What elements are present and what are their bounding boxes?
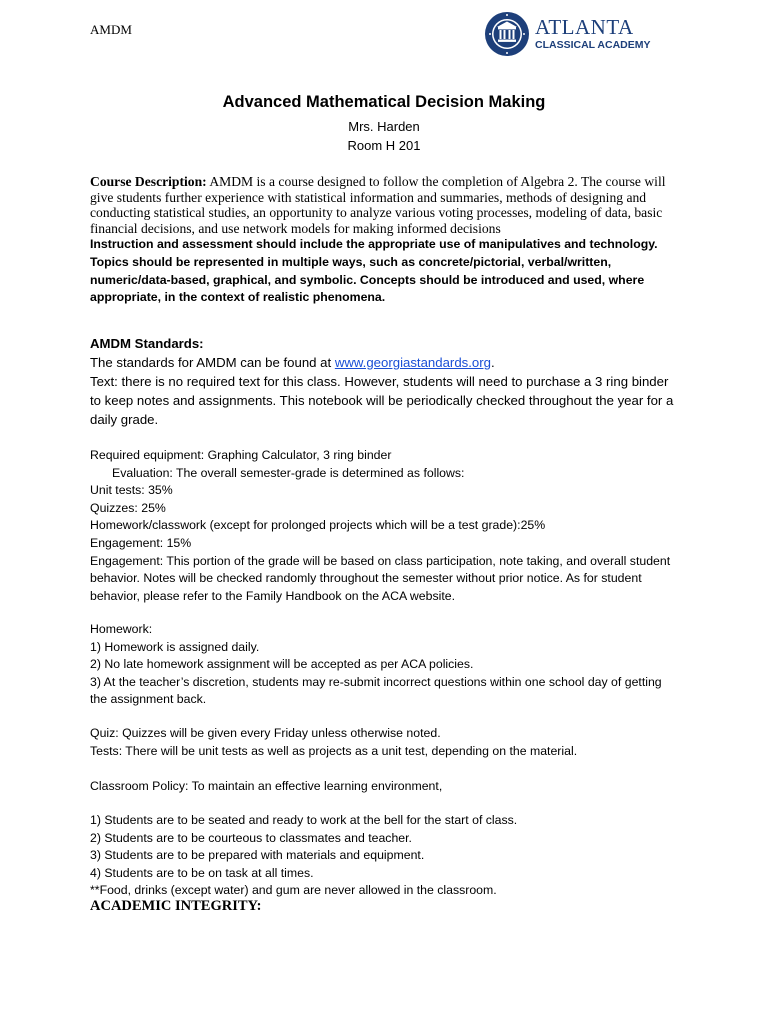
standards-heading: AMDM Standards:	[90, 336, 204, 351]
engagement-note: Engagement: This portion of the grade will be based on class participation, note taking, and overall student behavior. Notes will be checked randomly throughout the semester without prior notice. As for student behavior, please refer to the Family Handbook on the ACA website.	[90, 553, 671, 603]
homework-item: 3) At the teacher’s discretion, students may re-submit incorrect questions within one school day of getting the assignment back.	[90, 674, 662, 707]
required-equipment: Required equipment: Graphing Calculator, 3 ring binder	[90, 448, 392, 462]
academic-integrity-heading: ACADEMIC INTEGRITY:	[90, 898, 262, 914]
text-requirement-paragraph: Text: there is no required text for this class. However, students will need to purchase a 3 ring binder to keep notes and assignments. This notebook will be periodically checked throughout the year for a daily grade.	[90, 374, 674, 427]
logo-wordmark	[535, 17, 651, 51]
classroom-policy-item: 4) Students are to be on task at all times.	[90, 865, 314, 880]
grade-item-quizzes: Quizzes: 25%	[90, 500, 166, 515]
grade-item-engagement: Engagement: 15%	[90, 535, 192, 550]
standards-period: .	[490, 355, 495, 370]
georgia-standards-link[interactable]: www.georgiastandards.org	[334, 355, 491, 370]
tests-policy: Tests: There will be unit tests as well as projects as a unit test, depending on the material.	[90, 743, 578, 758]
classroom-policy-section	[90, 778, 680, 796]
grade-item-homework: Homework/classwork (except for prolonged projects which will be a test grade):25%	[90, 518, 546, 533]
logo-line-classical-academy: CLASSICAL ACADEMY	[535, 39, 651, 52]
classroom-policy-item: 2) Students are to be courteous to classmates and teacher.	[90, 830, 412, 845]
homework-section	[90, 621, 680, 709]
standards-section	[90, 334, 680, 429]
standards-intro-text: The standards for AMDM can be found at	[90, 355, 335, 370]
standards-link-line	[90, 353, 680, 372]
school-logo	[484, 10, 654, 58]
header-course-label: AMDM	[90, 22, 132, 37]
homework-item: 2) No late homework assignment will be accepted as per ACA policies.	[90, 657, 474, 672]
classroom-policy-item: 3) Students are to be prepared with materials and equipment.	[90, 848, 425, 863]
classroom-policy-item: **Food, drinks (except water) and gum are never allowed in the classroom.	[90, 883, 497, 898]
classroom-policy-item: 1) Students are to be seated and ready to work at the bell for the start of class.	[90, 813, 518, 827]
course-description-section	[90, 174, 680, 307]
course-description-label: Course Description:	[90, 174, 207, 189]
room-number: Room H 201	[347, 138, 421, 153]
homework-heading: Homework:	[90, 622, 153, 636]
document-title: Advanced Mathematical Decision Making	[222, 93, 546, 111]
grading-section	[90, 447, 680, 605]
instruction-assessment-text: Instruction and assessment should include the appropriate use of manipulatives and technology. Topics should be represented in multiple ways, such as concrete/pictorial, verbal/written, numeric/data-based, graphical, and symbolic. Concepts should be introduced and used, where appropriate, in the context of realistic phenomena.	[90, 237, 658, 305]
evaluation-heading: Evaluation: The overall semester-grade is determined as follows:	[112, 465, 465, 480]
course-description-paragraph	[90, 174, 680, 236]
course-description-text: AMDM is a course designed to follow the completion of Algebra 2. The course will give students further experience with statistical information and summaries, methods of designing and conducting statistical studies, an opportunity to analyze various voting processes, modeling of data, basic financial decisions, and use network models for making informed decisions	[90, 174, 666, 236]
classroom-policy-list	[90, 812, 680, 900]
homework-item: 1) Homework is assigned daily.	[90, 639, 260, 654]
logo-line-atlanta: ATLANTA	[535, 15, 634, 40]
assessment-section	[90, 725, 680, 760]
grade-item-unit-tests: Unit tests: 35%	[90, 483, 173, 498]
quiz-policy: Quiz: Quizzes will be given every Friday unless otherwise noted.	[90, 726, 441, 740]
academy-seal-icon	[484, 11, 530, 57]
teacher-name: Mrs. Harden	[348, 119, 420, 134]
classroom-policy-intro: Classroom Policy: To maintain an effective learning environment,	[90, 779, 443, 793]
